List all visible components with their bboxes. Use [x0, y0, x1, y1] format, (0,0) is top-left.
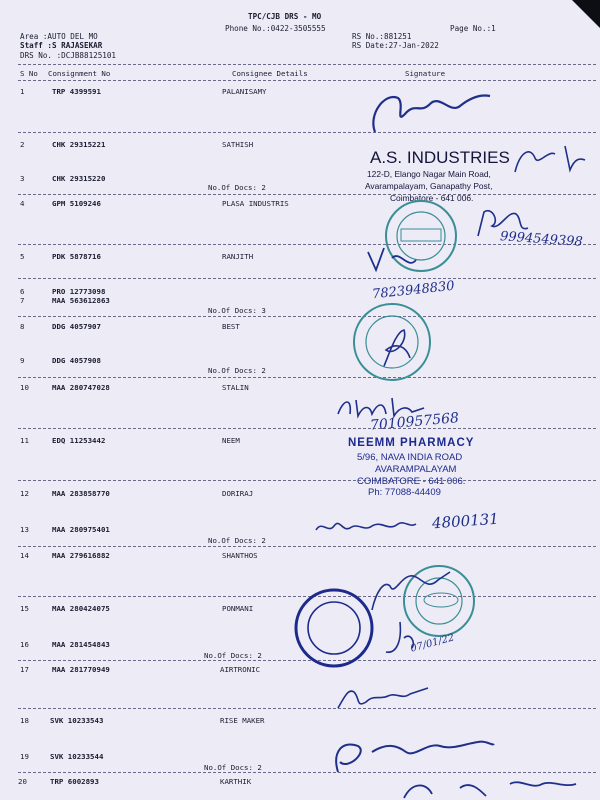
row-divider [18, 480, 596, 481]
form-title: TPC/CJB DRS - MO [248, 12, 322, 21]
signature-row-10-icon [334, 392, 484, 422]
row-consignment: MAA 280747028 [52, 383, 110, 392]
row-consignment: DDG 4057908 [52, 356, 101, 365]
row-consignment: MAA 279616882 [52, 551, 110, 560]
area-label: Area :AUTO DEL MO [20, 32, 98, 41]
row-sno: 6 [20, 287, 25, 296]
row-doc-count: No.Of Docs: 2 [208, 183, 266, 192]
row-divider [18, 377, 596, 378]
row-consignee: BEST [222, 322, 240, 331]
row-divider [18, 546, 596, 547]
row-divider [18, 428, 596, 429]
header-rule-top [18, 64, 596, 65]
row-consignment: MAA 280975401 [52, 525, 110, 534]
row-sno: 13 [20, 525, 29, 534]
row-consignment: PRO 12773098 [52, 287, 106, 296]
scan-corner-shadow [572, 0, 600, 28]
row-sno: 9 [20, 356, 25, 365]
row-consignment: CHK 29315221 [52, 140, 106, 149]
row-doc-count: No.Of Docs: 2 [208, 366, 266, 375]
row-divider [18, 278, 596, 279]
row-sno: 17 [20, 665, 29, 674]
row-divider [18, 772, 596, 773]
col-signature: Signature [405, 69, 446, 78]
signature-row-4-icon [472, 202, 532, 242]
drs-number: DRS No. :DCJB88125101 [20, 51, 117, 60]
row-sno: 12 [20, 489, 29, 498]
row-sno: 18 [20, 716, 29, 725]
row-consignee: PONMANI [222, 604, 254, 613]
row-consignment: EDQ 11253442 [52, 436, 106, 445]
row-consignee: RISE MAKER [220, 716, 265, 725]
neem-pharmacy-stamp-line: AVARAMPALAYAM [375, 464, 457, 475]
neem-pharmacy-stamp-name: NEEMM PHARMACY [348, 437, 475, 449]
phone-number: Phone No.:0422-3505555 [225, 24, 326, 33]
row-sno: 19 [20, 752, 29, 761]
signature-row-14-icon [366, 566, 456, 616]
handwritten-date: 07/01/22 [409, 632, 456, 655]
row-sno: 5 [20, 252, 25, 261]
row-sno: 15 [20, 604, 29, 613]
row-sno: 4 [20, 199, 25, 208]
row-sno: 11 [20, 436, 29, 445]
signature-row-17-icon [334, 678, 434, 714]
row-sno: 20 [18, 777, 27, 786]
ponmani-seal-icon [292, 586, 376, 670]
signature-row-20-icon [400, 776, 580, 800]
handwritten-phone: 9994549398 [499, 229, 584, 250]
row-consignee: KARTHIK [220, 777, 252, 786]
signature-row-8-icon [376, 322, 416, 372]
as-industries-stamp-name: A.S. INDUSTRIES [370, 148, 510, 167]
signature-row-2-icon [510, 140, 590, 180]
row-sno: 16 [20, 640, 29, 649]
row-consignment: MAA 280424075 [52, 604, 110, 613]
header-rule-bottom [18, 80, 596, 81]
as-industries-stamp-line: 122-D, Elango Nagar Main Road, [367, 169, 491, 179]
as-industries-stamp-line: Coimbatore - 641 006. [390, 193, 474, 203]
row-divider [18, 132, 596, 133]
row-consignment: MAA 283858770 [52, 489, 110, 498]
neem-pharmacy-stamp-line: COIMBATORE - 641 006. [357, 476, 466, 487]
row-sno: 10 [20, 383, 29, 392]
row-sno: 8 [20, 322, 25, 331]
signature-row-1-icon [360, 84, 500, 144]
row-consignment: CHK 29315220 [52, 174, 106, 183]
row-consignee: SATHISH [222, 140, 254, 149]
row-consignment: TRP 6002893 [50, 777, 99, 786]
page-number: Page No.:1 [450, 24, 496, 33]
row-doc-count: No.Of Docs: 3 [208, 306, 266, 315]
row-divider [18, 316, 596, 317]
signature-row-19-icon [328, 722, 498, 780]
row-consignee: PLASA INDUSTRIS [222, 199, 289, 208]
row-consignee: DORIRAJ [222, 489, 254, 498]
staff-label: Staff :S RAJASEKAR [20, 41, 103, 50]
signature-row-12-icon [312, 510, 422, 540]
row-consignment: MAA 281770949 [52, 665, 110, 674]
row-divider [18, 708, 596, 709]
row-sno: 3 [20, 174, 25, 183]
handwritten-phone: 7823948830 [371, 278, 456, 303]
as-industries-stamp-line: Avarampalayam, Ganapathy Post, [365, 181, 493, 191]
row-consignee: RANJITH [222, 252, 254, 261]
row-sno: 1 [20, 87, 25, 96]
col-consignment: Consignment No [48, 69, 111, 78]
col-sno: S No [20, 69, 38, 78]
handwritten-number: 4800131 [431, 509, 500, 533]
rs-date: RS Date:27-Jan-2022 [352, 41, 439, 50]
row-consignee: SHANTHOS [222, 551, 258, 560]
row-sno: 7 [20, 296, 25, 305]
row-consignment: MAA 563612863 [52, 296, 110, 305]
neem-pharmacy-stamp-line: 5/96, NAVA INDIA ROAD [357, 452, 463, 463]
row-consignment: SVK 10233543 [50, 716, 104, 725]
row-divider [18, 194, 596, 195]
rs-number: RS No.:881251 [352, 32, 412, 41]
row-consignee: AIRTRONIC [220, 665, 261, 674]
row-consignment: DDG 4057907 [52, 322, 101, 331]
row-doc-count: No.Of Docs: 2 [208, 536, 266, 545]
col-consignee: Consignee Details [232, 69, 308, 78]
signature-row-16-icon [380, 618, 420, 662]
row-sno: 2 [20, 140, 25, 149]
row-consignment: SVK 10233544 [50, 752, 104, 761]
handwritten-phone: 7010957568 [369, 410, 460, 434]
row-consignment: PDK 5878716 [52, 252, 101, 261]
row-consignment: GPM 5109246 [52, 199, 101, 208]
row-consignee: STALIN [222, 383, 249, 392]
row-doc-count: No.Of Docs: 2 [204, 651, 262, 660]
row-consignee: PALANISAMY [222, 87, 267, 96]
row-consignment: MAA 281454843 [52, 640, 110, 649]
neem-pharmacy-stamp-line: Ph: 77088-44409 [368, 487, 441, 498]
row-sno: 14 [20, 551, 29, 560]
row-consignee: NEEM [222, 436, 240, 445]
row-doc-count: No.Of Docs: 2 [204, 763, 262, 772]
signature-row-5-icon [362, 240, 422, 276]
row-consignment: TRP 4399591 [52, 87, 101, 96]
